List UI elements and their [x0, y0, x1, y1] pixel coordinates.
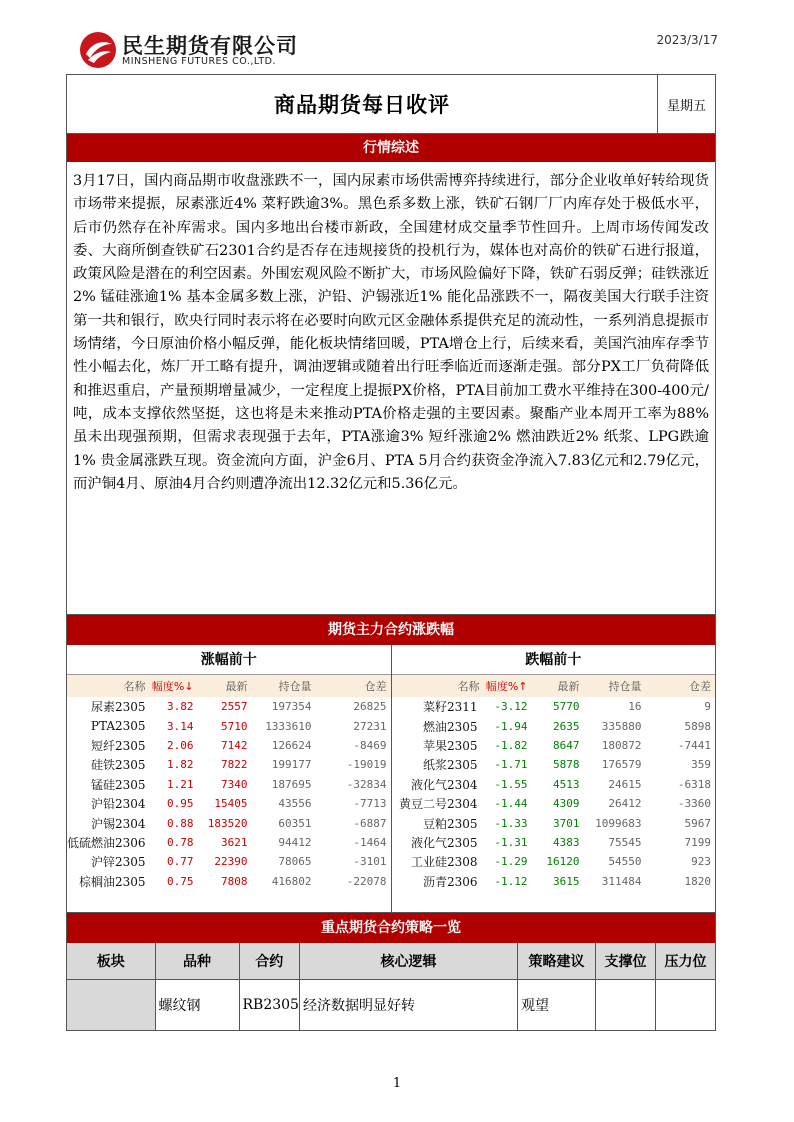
chg-cell: -1464 — [353, 835, 387, 849]
resistance-cell — [655, 979, 715, 1030]
oi-cell: 180872 — [601, 738, 642, 752]
report-frame — [66, 74, 716, 1031]
chg-cell: -6887 — [353, 816, 387, 830]
chg-cell: 5898 — [684, 719, 711, 733]
table-row[interactable] — [67, 794, 391, 813]
col-last[interactable]: 最新 — [198, 675, 252, 697]
table-row[interactable] — [392, 697, 716, 716]
oi-cell: 78065 — [278, 855, 312, 869]
variety-cell: 螺纹钢 — [155, 979, 239, 1030]
sector-cell — [67, 979, 155, 1030]
report-weekday: 星期五 — [657, 75, 715, 133]
chg-cell: -6318 — [677, 777, 711, 791]
col-sector: 板块 — [67, 943, 155, 979]
oi-cell: 94412 — [278, 835, 312, 849]
name-cell: 短纤2305 — [91, 738, 146, 753]
rate-cell: -1.55 — [494, 777, 528, 791]
name-cell: 硅铁2305 — [91, 758, 146, 773]
name-cell: 工业硅2308 — [410, 855, 478, 870]
oi-cell: 75545 — [608, 835, 642, 849]
name-cell: 液化气2304 — [410, 777, 478, 792]
minsheng-emblem-icon — [78, 30, 118, 70]
report-date: 2023/3/17 — [656, 33, 718, 47]
company-logo — [78, 28, 318, 72]
table-row[interactable] — [67, 833, 391, 852]
oi-cell: 416802 — [271, 874, 312, 888]
rate-cell: -1.82 — [494, 738, 528, 752]
table-row[interactable] — [392, 813, 716, 832]
rate-cell: -1.12 — [494, 874, 528, 888]
table-row[interactable] — [392, 794, 716, 813]
name-cell: 低硫燃油2306 — [67, 835, 146, 850]
summary-heading: 行情综述 — [67, 134, 715, 162]
table-row[interactable] — [67, 872, 391, 891]
col-resistance: 压力位 — [655, 943, 715, 979]
rate-cell: -3.12 — [494, 700, 528, 714]
last-cell: 3701 — [553, 816, 580, 830]
table-row[interactable] — [392, 833, 716, 852]
table-row[interactable] — [67, 775, 391, 794]
last-cell: 4513 — [553, 777, 580, 791]
oi-cell: 311484 — [601, 874, 642, 888]
chg-cell: 1820 — [684, 874, 711, 888]
col-advice: 策略建议 — [517, 943, 595, 979]
chg-cell: -8469 — [353, 738, 387, 752]
last-cell: 183520 — [207, 816, 248, 830]
name-cell: 燃油2305 — [422, 719, 478, 734]
oi-cell: 187695 — [271, 777, 312, 791]
rate-cell: 0.95 — [167, 797, 194, 811]
name-cell: 沪锌2305 — [91, 855, 146, 870]
oi-cell: 43556 — [278, 797, 312, 811]
chg-cell: -3101 — [353, 855, 387, 869]
name-cell: 豆粕2305 — [422, 816, 478, 831]
last-cell: 7340 — [221, 777, 248, 791]
col-support: 支撑位 — [595, 943, 655, 979]
col-variety: 品种 — [155, 943, 239, 979]
name-cell: 沪铅2304 — [91, 797, 146, 812]
table-row[interactable] — [67, 852, 391, 871]
support-cell — [595, 979, 655, 1030]
name-cell: 苹果2305 — [422, 738, 478, 753]
chg-cell: 7199 — [684, 835, 711, 849]
col-name[interactable]: 名称 — [67, 675, 150, 697]
losers-table — [392, 675, 716, 891]
chg-cell: 359 — [691, 758, 711, 772]
oi-cell: 24615 — [608, 777, 642, 791]
last-cell: 4309 — [553, 797, 580, 811]
table-row[interactable] — [67, 716, 391, 735]
col-rate[interactable]: 幅度%↓ — [150, 675, 198, 697]
name-cell: 尿素2305 — [91, 700, 146, 715]
chg-cell: -19019 — [346, 758, 387, 772]
col-name[interactable]: 名称 — [392, 675, 484, 697]
rate-cell: 1.82 — [167, 758, 194, 772]
last-cell: 5710 — [221, 719, 248, 733]
movers-section — [67, 645, 715, 913]
table-row[interactable] — [392, 872, 716, 891]
oi-cell: 60351 — [278, 816, 312, 830]
table-row[interactable] — [392, 736, 716, 755]
oi-cell: 197354 — [271, 700, 312, 714]
oi-cell: 16 — [628, 700, 642, 714]
table-row[interactable] — [392, 716, 716, 735]
losers-body — [392, 697, 716, 891]
name-cell: 沥青2306 — [422, 874, 478, 889]
chg-cell: 27231 — [353, 719, 387, 733]
rate-cell: -1.33 — [494, 816, 528, 830]
company-name-cn: 民生期货有限公司 — [122, 34, 298, 58]
contract-cell: RB2305 — [239, 979, 299, 1030]
movers-heading: 期货主力合约涨跌幅 — [67, 615, 715, 645]
chg-cell: -32834 — [346, 777, 387, 791]
col-contract: 合约 — [239, 943, 299, 979]
chg-cell: 26825 — [353, 700, 387, 714]
rate-cell: 0.75 — [167, 874, 194, 888]
chg-cell: 5967 — [684, 816, 711, 830]
oi-cell: 199177 — [271, 758, 312, 772]
last-cell: 2557 — [221, 700, 248, 714]
gainers-header-row — [67, 675, 391, 697]
last-cell: 16120 — [546, 855, 580, 869]
rate-cell: 1.21 — [167, 777, 194, 791]
name-cell: 棕榈油2305 — [79, 874, 146, 889]
col-oi[interactable]: 持仓量 — [584, 675, 646, 697]
losers-panel — [392, 645, 716, 912]
name-cell: 菜籽2311 — [422, 700, 478, 715]
strategy-row — [67, 979, 715, 1030]
last-cell: 5878 — [553, 758, 580, 772]
col-oi[interactable]: 持仓量 — [252, 675, 316, 697]
rate-cell: 2.06 — [167, 738, 194, 752]
title-row — [67, 75, 715, 134]
table-row[interactable] — [392, 852, 716, 871]
rate-cell: -1.31 — [494, 835, 528, 849]
page-number: 1 — [392, 1076, 402, 1091]
name-cell: 黄豆二号2304 — [398, 797, 478, 812]
gainers-title: 涨幅前十 — [67, 645, 391, 675]
chg-cell: -3360 — [677, 797, 711, 811]
rate-cell: -1.29 — [494, 855, 528, 869]
rate-cell: -1.94 — [494, 719, 528, 733]
name-cell: 沪锡2304 — [91, 816, 146, 831]
gainers-panel — [67, 645, 392, 912]
strategy-heading: 重点期货合约策略一览 — [67, 913, 715, 943]
rate-cell: 0.78 — [167, 835, 194, 849]
last-cell: 3621 — [221, 835, 248, 849]
strategy-header-row — [67, 943, 715, 979]
losers-title: 跌幅前十 — [392, 645, 716, 675]
last-cell: 22390 — [214, 855, 248, 869]
market-summary-text: 3月17日，国内商品期市收盘涨跌不一，国内尿素市场供需博弈持续进行，部分企业收单好转给现货市场带来提振，尿素涨近4% 菜籽跌逾3%。黑色系多数上涨，铁矿石钢厂厂内库存处于极低水平，后市仍然存在补库需求。国内多地出台楼市新政，全国建材成交量季节性回升。上周市场传闻发改委、大商所倒查铁矿石2301合约是否存在违规接货的投机行为，媒体也对高价的铁矿石进行报道，政策风险是潜在的利空因素。外围宏观风险不断扩大，市场风险偏好下降，铁矿石弱反弹；硅铁涨近2% 锰硅涨逾1% 基本金属多数上涨，沪铅、沪锡涨近1% 能化品涨跌不一，隔夜美国大行联手注资第一共和银行，欧央行同时表示将在必要时向欧元区金融体系提供充足的流动性，一系列消息提振市场情绪，今日原油价格小幅反弹，能化板块情绪回暖，PTA增仓上行，后续来看，美国汽油库存季节性小幅去化，炼厂开工略有提升，调油逻辑或随着出行旺季临近而逐渐走强。部分PX工厂负荷降低和推迟重启，产量预期增量减少，一定程度上提振PX价格，PTA目前加工费水平维持在300-400元/吨，成本支撑依然坚挺，这也将是未来推动PTA价格走强的主要因素。聚酯产业本周开工率为88% 虽未出现强预期，但需求表现强于去年，PTA涨逾3% 短纤涨逾2% 燃油跌近2% 纸浆、LPG跌逾1% 贵金属涨跌互现。资金流向方面，沪金6月、PTA 5月合约获资金净流入7.83亿元和2.79亿元，而沪铜4月、原油4月合约则遭净流出12.32亿元和5.36亿元。 — [67, 162, 715, 615]
rate-cell: 0.88 — [167, 816, 194, 830]
rate-cell: -1.71 — [494, 758, 528, 772]
gainers-table — [67, 675, 391, 891]
oi-cell: 176579 — [601, 758, 642, 772]
col-logic: 核心逻辑 — [299, 943, 517, 979]
rate-cell: -1.44 — [494, 797, 528, 811]
logic-cell: 经济数据明显好转 — [299, 979, 517, 1030]
table-row[interactable] — [67, 755, 391, 774]
name-cell: 锰硅2305 — [91, 777, 146, 792]
chg-cell: -22078 — [346, 874, 387, 888]
gainers-body — [67, 697, 391, 891]
report-title: 商品期货每日收评 — [274, 93, 450, 117]
oi-cell: 126624 — [271, 738, 312, 752]
last-cell: 4383 — [553, 835, 580, 849]
rate-cell: 0.77 — [167, 855, 194, 869]
table-row[interactable] — [67, 697, 391, 716]
last-cell: 5770 — [553, 700, 580, 714]
table-row[interactable] — [392, 755, 716, 774]
oi-cell: 54550 — [608, 855, 642, 869]
name-cell: 纸浆2305 — [422, 758, 478, 773]
last-cell: 8647 — [553, 738, 580, 752]
table-row[interactable] — [67, 813, 391, 832]
oi-cell: 26412 — [608, 797, 642, 811]
chg-cell: -7441 — [677, 738, 711, 752]
losers-header-row — [392, 675, 716, 697]
company-name-en: MINSHENG FUTURES CO.,LTD. — [122, 56, 276, 67]
col-rate[interactable]: 幅度%↑ — [484, 675, 532, 697]
last-cell: 7142 — [221, 738, 248, 752]
chg-cell: -7713 — [353, 797, 387, 811]
col-last[interactable]: 最新 — [532, 675, 584, 697]
name-cell: PTA2305 — [90, 719, 146, 734]
oi-cell: 335880 — [601, 719, 642, 733]
rate-cell: 3.14 — [167, 719, 194, 733]
name-cell: 液化气2305 — [410, 835, 478, 850]
col-chg[interactable]: 仓差 — [646, 675, 716, 697]
oi-cell: 1099683 — [595, 816, 642, 830]
oi-cell: 1333610 — [265, 719, 312, 733]
last-cell: 7822 — [221, 758, 248, 772]
table-row[interactable] — [67, 736, 391, 755]
table-row[interactable] — [392, 775, 716, 794]
last-cell: 15405 — [214, 797, 248, 811]
strategy-table — [67, 943, 715, 1030]
last-cell: 2635 — [553, 719, 580, 733]
col-chg[interactable]: 仓差 — [316, 675, 391, 697]
chg-cell: 923 — [691, 855, 711, 869]
rate-cell: 3.82 — [167, 700, 194, 714]
last-cell: 3615 — [553, 874, 580, 888]
last-cell: 7808 — [221, 874, 248, 888]
advice-cell: 观望 — [517, 979, 595, 1030]
chg-cell: 9 — [704, 700, 711, 714]
